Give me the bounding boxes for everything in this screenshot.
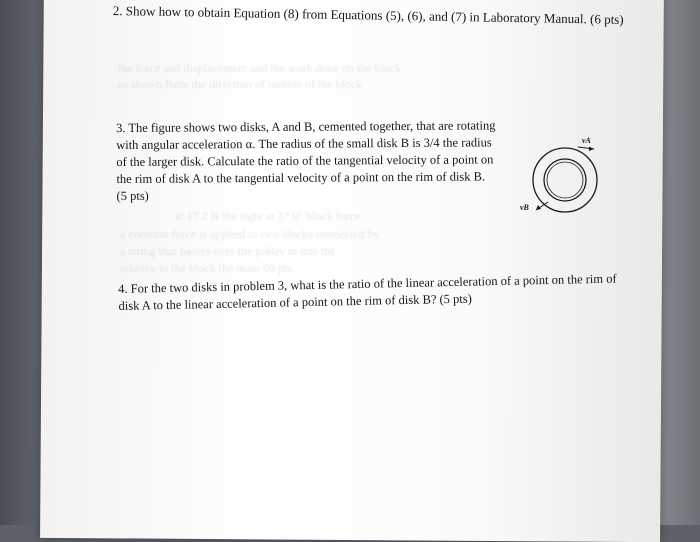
- question-3-line: with angular acceleration α. The radius of the small disk B is 3/4 the radius: [116, 135, 492, 152]
- disk-a-rim: [533, 148, 597, 212]
- question-3: [116, 117, 496, 205]
- vB-label: vB: [520, 203, 529, 212]
- question-4-line: disk A to the linear acceleration of a point on the rim of disk B? (5 pts): [118, 291, 472, 313]
- disk-b-inner: [547, 162, 583, 198]
- vA-arrowhead: [589, 147, 594, 152]
- question-2: 2. Show how to obtain Equation (8) from Equations (5), (6), and (7) in Laboratory Manual. (6 pts): [112, 2, 624, 27]
- disk-b-rim: [544, 159, 586, 201]
- disks-drawing: [510, 130, 610, 220]
- question-3-line: the rim of disk A to the tangential velocity of a point on the rim of disk B.: [116, 169, 486, 186]
- show-through-text: a constant force is applied to two blocks connected by: [120, 227, 380, 241]
- question-3-line: (5 pts): [116, 188, 149, 203]
- question-3-line: of the larger disk. Calculate the ratio of the tangential velocity of a point on: [116, 152, 494, 169]
- question-3-line: 3. The figure shows two disks, A and B, cemented together, that are rotating: [116, 118, 496, 135]
- vA-label: vA: [582, 136, 591, 145]
- show-through-text: at 17.2 N the right at 37.0° block force: [175, 209, 361, 223]
- show-through-text: relative to the block the mass 09 pts: [120, 261, 293, 275]
- question-4-line: 4. For the two disks in problem 3, what is the ratio of the linear acceleration of a point on the rim of: [118, 271, 617, 296]
- show-through-text: a string that passes over the pulley in this the: [120, 244, 336, 258]
- show-through-text: as shown from the direction of motion of the block: [118, 77, 363, 91]
- disks-figure: [510, 130, 610, 220]
- show-through-text: the force and displacement and the work done on the block: [118, 61, 402, 75]
